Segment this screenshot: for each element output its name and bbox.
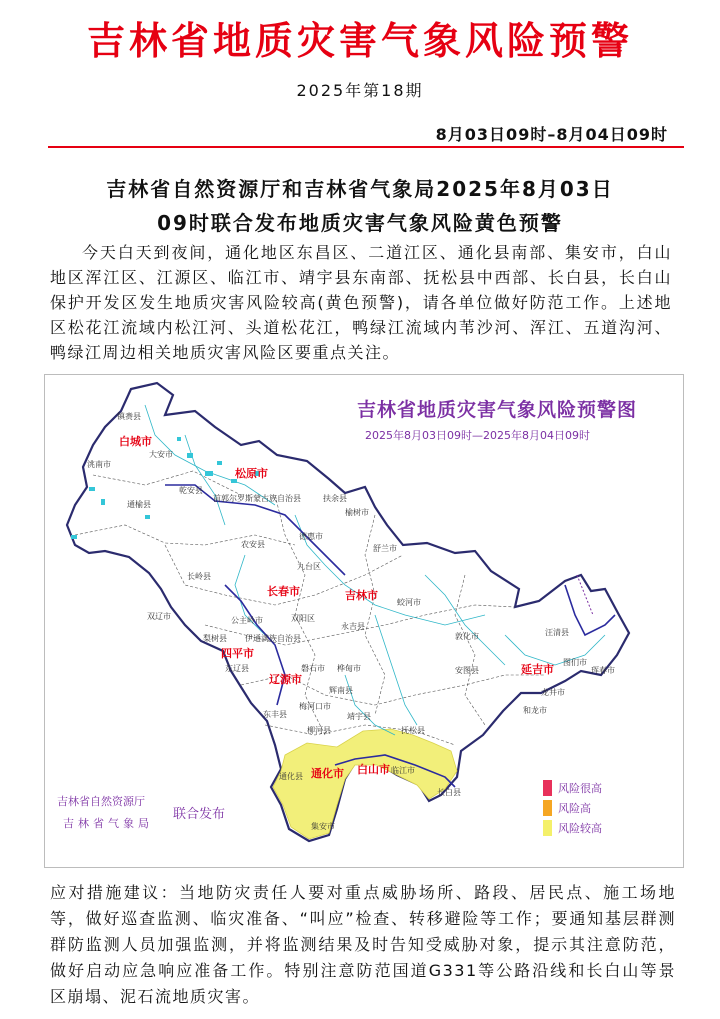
legend-swatch	[543, 800, 552, 816]
county-label: 珲春市	[591, 666, 615, 675]
county-label: 双阳区	[291, 614, 315, 623]
county-label: 农安县	[241, 540, 265, 549]
legend-swatch	[543, 780, 552, 796]
county-label: 永吉县	[341, 622, 365, 631]
county-label: 安图县	[455, 666, 479, 675]
header-divider	[48, 146, 684, 148]
county-label: 敦化市	[455, 632, 479, 641]
county-label: 蛟河市	[397, 598, 421, 607]
city-label-tonghua: 通化市	[311, 767, 344, 780]
county-label: 龙井市	[541, 688, 565, 697]
county-label: 大安市	[149, 450, 173, 459]
map-title: 吉林省地质灾害气象风险预警图	[357, 399, 638, 421]
response-advice: 应对措施建议：当地防灾责任人要对重点威胁场所、路段、居民点、施工场地等，做好巡查监测、临灾准备、“叫应”检查、转移避险等工作；要通知基层群测群防监测人员加强监测，并将监测结果及时告知受威胁对象，提示其注意防范，做好启动应急响应准备工作。特别注意防范国道G331等公路沿线和长白山等景区崩塌、泥石流地质灾害。	[50, 883, 676, 1006]
county-label: 通化县	[279, 772, 303, 781]
county-label: 抚松县	[401, 726, 425, 735]
county-label: 东辽县	[225, 664, 249, 673]
county-label: 汪清县	[545, 628, 569, 637]
warning-headline	[40, 172, 680, 240]
issue-number: 2025年第18期	[296, 81, 424, 100]
risk-map	[44, 374, 684, 868]
county-label: 双辽市	[147, 612, 171, 621]
risk-legend	[543, 779, 602, 839]
county-label: 德惠市	[299, 532, 323, 541]
county-label: 梨树县	[203, 634, 227, 643]
issuer-meteorological-bureau: 吉林省气象局	[63, 817, 153, 830]
legend-label: 风险较高	[558, 822, 602, 835]
county-label: 集安市	[311, 822, 335, 831]
headline-line-2: 09时联合发布地质灾害气象风险黄色预警	[157, 211, 563, 235]
legend-item-fairly-high	[543, 819, 602, 837]
headline-line-1: 吉林省自然资源厅和吉林省气象局2025年8月03日	[106, 177, 614, 201]
page-title: 吉林省地质灾害气象风险预警	[86, 19, 633, 63]
legend-label: 风险高	[558, 802, 591, 815]
city-label-baicheng: 白城市	[119, 435, 152, 448]
county-label: 扶余县	[323, 494, 347, 503]
warning-description: 今天白天到夜间，通化地区东昌区、二道江区、通化县南部、集安市，白山地区浑江区、江源区、临江市、靖宇县东南部、抚松县中西部、长白县，长白山保护开发区发生地质灾害风险较高(黄色预警)，请各单位做好防范工作。上述地区松花江流域内松江河、头道松花江，鸭绿江流域内苇沙河、浑江、五道沟河、鸭绿江周边相关地质灾害风险区要重点关注。	[50, 243, 672, 362]
city-label-liaoyuan: 辽源市	[269, 673, 302, 686]
county-label: 图们市	[563, 658, 587, 667]
county-label: 乾安县	[179, 486, 203, 495]
county-label: 东丰县	[263, 710, 287, 719]
city-label-changchun: 长春市	[267, 585, 300, 598]
county-label: 公主岭市	[231, 616, 263, 625]
legend-label: 风险很高	[558, 782, 602, 795]
county-label: 榆树市	[345, 508, 369, 517]
county-label: 九台区	[297, 562, 321, 571]
county-label: 梅河口市	[299, 702, 331, 711]
county-label: 和龙市	[523, 706, 547, 715]
city-label-jilin: 吉林市	[345, 589, 378, 602]
legend-swatch	[543, 820, 552, 836]
legend-item-high	[543, 799, 602, 817]
county-label: 桦甸市	[337, 664, 361, 673]
county-label: 靖宇县	[347, 712, 371, 721]
county-label: 长岭县	[187, 572, 211, 581]
county-label: 长白县	[437, 788, 461, 797]
city-label-baishan: 白山市	[357, 763, 390, 776]
county-label: 柳河县	[307, 726, 331, 735]
city-label-songyuan: 松原市	[235, 467, 268, 480]
city-label-siping: 四平市	[221, 647, 254, 660]
legend-item-very-high	[543, 779, 602, 797]
county-label: 通榆县	[127, 500, 151, 509]
county-label: 洮南市	[87, 460, 111, 469]
validity-period: 8月03日09时–8月04日09时	[435, 125, 668, 144]
county-label: 镇赉县	[117, 412, 141, 421]
county-label: 磐石市	[301, 664, 325, 673]
county-label: 前郭尔罗斯蒙古族自治县	[213, 494, 301, 503]
county-label: 伊通满族自治县	[245, 634, 301, 643]
county-label: 舒兰市	[373, 544, 397, 553]
city-label-yanji: 延吉市	[521, 663, 554, 676]
county-label: 辉南县	[329, 686, 353, 695]
issuer-resources-dept: 吉林省自然资源厅	[57, 795, 145, 808]
map-subtitle: 2025年8月03日09时—2025年8月04日09时	[365, 429, 590, 442]
joint-release-label: 联合发布	[173, 807, 226, 822]
county-label: 临江市	[391, 766, 415, 775]
